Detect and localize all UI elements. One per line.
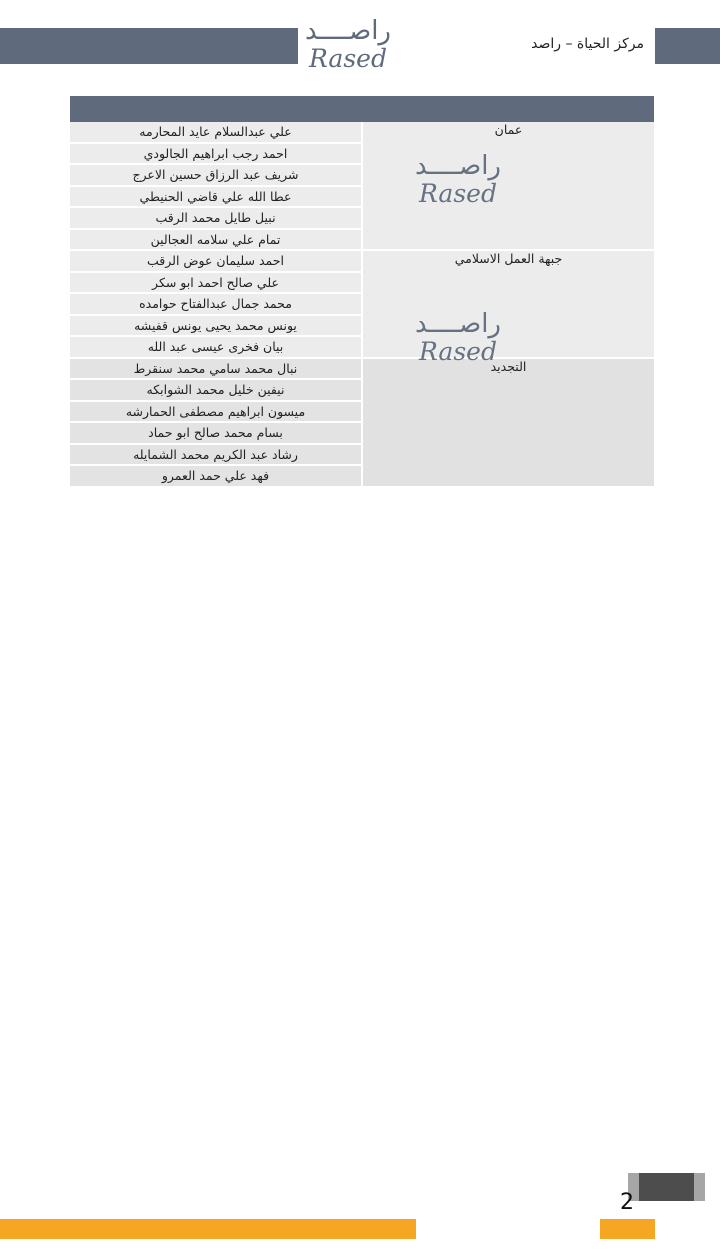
page-number-box-inner: [639, 1173, 694, 1201]
table-header-bar: [70, 96, 654, 122]
table-row: [70, 250, 654, 272]
rased-logo: [302, 18, 394, 71]
candidate-name: نبيل طايل محمد الرقب: [70, 207, 362, 229]
watermark-logo: [412, 311, 504, 364]
watermark-arabic: راصــــد: [415, 309, 501, 339]
candidate-name: احمد سليمان عوض الرقب: [70, 250, 362, 272]
candidate-name: نبال محمد سامي محمد سنقرط: [70, 358, 362, 380]
candidate-name: ميسون ابراهيم مصطفى الحمارشه: [70, 401, 362, 423]
watermark-english: Rased: [419, 337, 497, 366]
candidate-name: بيان فخرى عيسى عبد الله: [70, 336, 362, 358]
table-row: [70, 122, 654, 143]
party-name: جبهة العمل الاسلامي: [362, 250, 654, 358]
candidate-name: احمد رجب ابراهيم الجالودي: [70, 143, 362, 165]
candidate-name: علي عبدالسلام عايد المحارمه: [70, 122, 362, 143]
table-row: [70, 358, 654, 380]
candidate-name: بسام محمد صالح ابو حماد: [70, 422, 362, 444]
candidate-name: علي صالح احمد ابو سكر: [70, 272, 362, 294]
page-number: 2: [620, 1190, 634, 1215]
watermark-english: Rased: [419, 179, 497, 208]
logo-english: Rased: [309, 44, 387, 73]
watermark-arabic: راصــــد: [415, 151, 501, 181]
party-name: عمان: [362, 122, 654, 250]
footer-bar-left: [0, 1219, 416, 1239]
candidate-name: نيفين خليل محمد الشوابكه: [70, 379, 362, 401]
header-bar-left: [0, 28, 298, 64]
candidate-name: فهد علي حمد العمرو: [70, 465, 362, 487]
candidate-name: عطا الله علي قاضي الحنيطي: [70, 186, 362, 208]
candidate-name: شريف عبد الرزاق حسين الاعرج: [70, 164, 362, 186]
header-bar-right: [655, 28, 720, 64]
watermark-logo: [412, 153, 504, 206]
candidate-name: يونس محمد يحيى يونس قفيشه: [70, 315, 362, 337]
candidate-name: محمد جمال عبدالفتاح حوامده: [70, 293, 362, 315]
candidates-table: [70, 96, 654, 488]
party-name: التجديد: [362, 358, 654, 487]
page-header-title: مركز الحياة – راصد: [531, 36, 644, 52]
candidate-name: تمام علي سلامه العجالين: [70, 229, 362, 251]
candidate-name: رشاد عبد الكريم محمد الشمايله: [70, 444, 362, 466]
logo-arabic: راصــــد: [305, 16, 391, 46]
footer-bar-right: [600, 1219, 655, 1239]
